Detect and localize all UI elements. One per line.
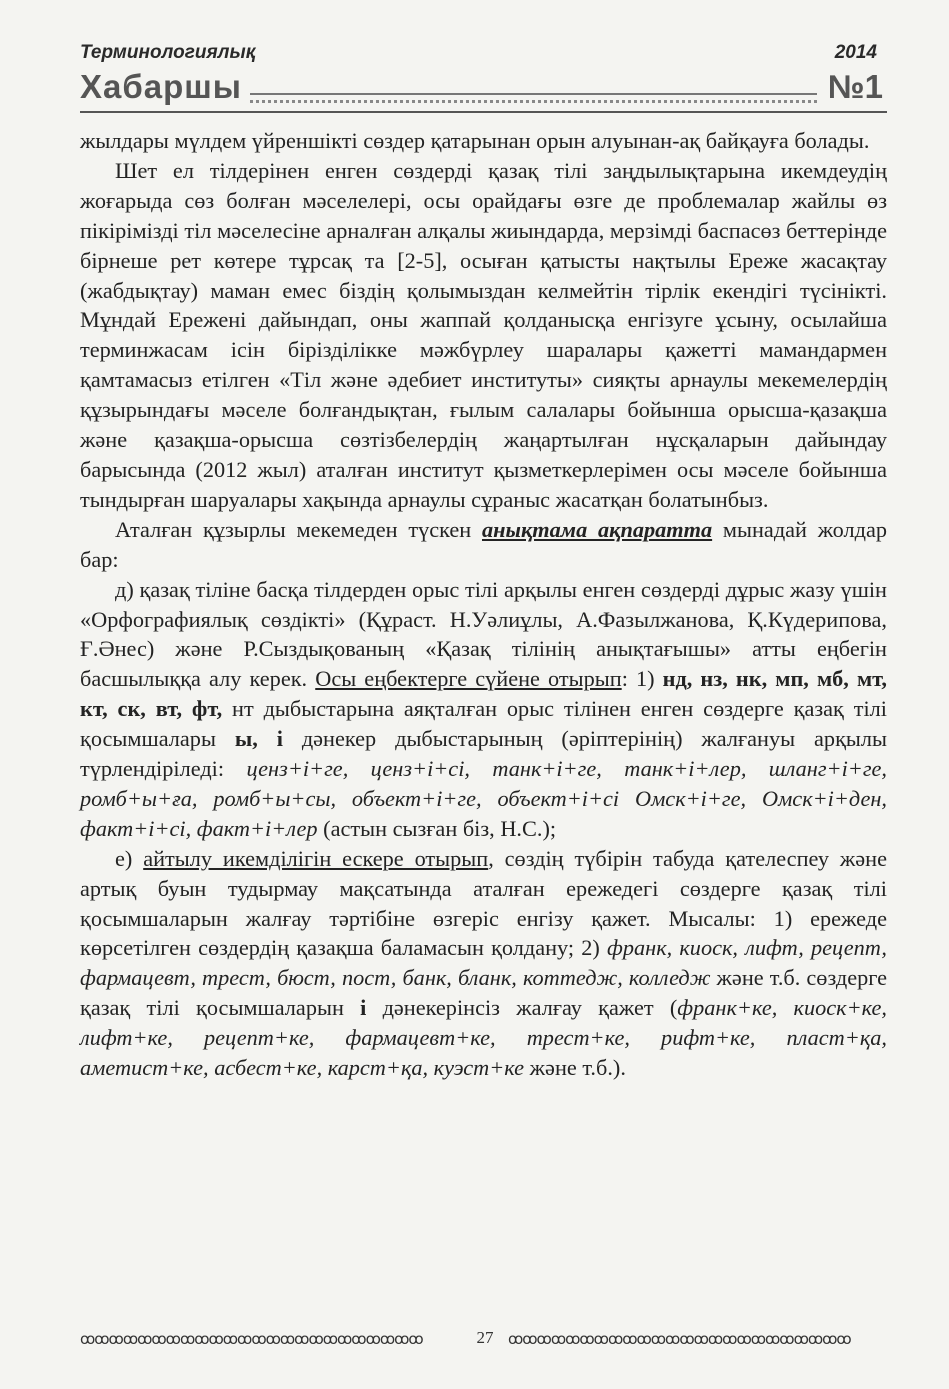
underlined-phrase-1: Осы еңбектерге сүйене отырып [315, 666, 622, 692]
underlined-phrase-2: айтылу икемділігін ескере отырып [143, 845, 489, 871]
paragraph-5-text-a: е) [115, 845, 144, 871]
reference-phrase: анықтама ақпаратта [482, 516, 713, 542]
paragraph-4-text-g: дәнекер дыбыстарының (әріптерінің) жалғануы арқылы түрлендіріледі: [80, 726, 887, 782]
journal-title: Хабаршы [80, 68, 242, 105]
paragraph-4-text-e: нт дыбыстарына аяқталған орыс тілінен енген сөздерге қазақ тілі қосымшалары [80, 696, 887, 752]
header-rule [250, 93, 817, 95]
paragraph-5-text-g: дәнекерінсіз жалғау қажет ( [366, 995, 678, 1021]
paragraph-4-text-i: (астын сызған біз, Н.С.); [317, 815, 557, 841]
article-body [80, 126, 887, 1083]
paragraph-1: жылдары мүлдем үйреншікті сөздер қатарынан орын алуынан-ақ байқауға болады. [80, 128, 870, 153]
paragraph-4-text-c: : 1) [621, 666, 663, 692]
paragraph-4 [80, 575, 887, 844]
paragraph-5 [80, 844, 887, 1083]
examples-list-3: франк+ке, киоск+ке, лифт+ке, рецепт+ке, фармацевт+ке, трест+ке, рифт+ке, пласт+қа, аметист+ке, асбест+ке, карст+қа, куэст+ке [80, 995, 887, 1081]
linking-vowels: ы, і [234, 726, 283, 752]
issue-number: №1 [827, 68, 883, 105]
paragraph-2: Шет ел тілдерінен енген сөздерді қазақ тілі заңдылықтарына икемдеудің жоғарыда сөз болған мәселелері, осы орайдағы өзге де проблемалар жайлы өз пікірімізді тіл мәселесіне арналған алқалы жиындарда, мерзімді баспасөз беттерінде бірнеше рет көтере тұрсақ та [2-5], осыған қатысты нақтылы Ереже жасақтау (жабдықтау) маман емес біздің қолымыздан келмейтін тірлік екендігі түсінікті. Мұндай Ережені дайындап, оны жаппай қолданысқа енгізуге ұсыну, осылайша терминжасам ісін біріздiлікке мәжбүрлеу шаралары қажетті мамандармен қамтамасыз етілген «Тіл және әдебиет институты» сияқты арнаулы мекемелердің құзырындағы мәселе болғандықтан, ғылым салалары бойынша орысша-қазақша және қазақша-орысша сөзтізбелердің жаңартылған нұсқаларын дайындау барысында (2012 жыл) аталған институт қызметкерлерімен осы мәселе бойынша тындырған шаруалары хақында арнаулы сұраныс жасатқан болатынбыз. [80, 157, 887, 512]
paragraph-5-text-c: , сөздің түбірін табуда қателеспеу және артық буын тудырмау мақсатында аталған ережедегі сөздерге қазақ тілі қосымшаларын жалғау тәртібіне өзгеріс енгізу қажет. Мысалы: 1) ережеде көрсетілген сөздердің қазақша баламасын қолдану; 2) [80, 845, 887, 961]
ornament-left-icon: ꝏꝏꝏꝏꝏꝏꝏꝏꝏꝏꝏꝏꝏꝏꝏꝏꝏꝏꝏꝏꝏꝏꝏꝏ [80, 1330, 423, 1348]
ornament-right-icon: ꝏꝏꝏꝏꝏꝏꝏꝏꝏꝏꝏꝏꝏꝏꝏꝏꝏꝏꝏꝏꝏꝏꝏꝏ [508, 1330, 851, 1348]
paragraph-5-text-i: және т.б.). [524, 1055, 626, 1081]
header-dotted-rule [250, 100, 817, 103]
examples-list-2: франк, киоск, лифт, рецепт, фармацевт, трест, бюст, пост, банк, бланк, коттедж, колледж [80, 935, 887, 991]
examples-list-1: ценз+і+ге, ценз+і+сі, танк+і+ге, танк+і+лер, шланг+і+ге, ромб+ы+ға, ромб+ы+сы, объект+і+ге, объект+і+сі Омск+і+ге, Омск+і+ден, факт+і+сі, факт+і+лер [80, 756, 888, 841]
paragraph-3-text-c: мынадай жолдар бар: [80, 516, 887, 572]
paragraph-3-text-a: Аталған құзырлы мекемеден түскен [115, 516, 482, 542]
consonant-clusters: нд, нз, нк, мп, мб, мт, кт, ск, вт, фт, [80, 666, 887, 722]
paragraph-3 [80, 515, 887, 575]
page-footer [80, 1324, 887, 1354]
header-divider [80, 111, 887, 113]
paragraph-4-text-a: д) қазақ тіліне басқа тілдерден орыс тілі арқылы енген сөздерді дұрыс жазу үшін «Орфографиялық сөздікті» (Құраст. Н.Уәлиұлы, А.Фазылжанова, Қ.Күдерипова, Ғ.Әнес) және Р.Сыздықованың «Қазақ тілінің анықтағышы» атты еңбегін басшылыққа алу керек. [80, 576, 887, 692]
linking-letter: і [360, 995, 367, 1021]
issue-year: 2014 [834, 42, 877, 63]
paragraph-5-text-e: және т.б. сөздерге қазақ тілі қосымшаларын [80, 965, 887, 1021]
journal-subtitle: Терминологиялық [80, 42, 256, 63]
page-number: 27 [476, 1328, 494, 1347]
